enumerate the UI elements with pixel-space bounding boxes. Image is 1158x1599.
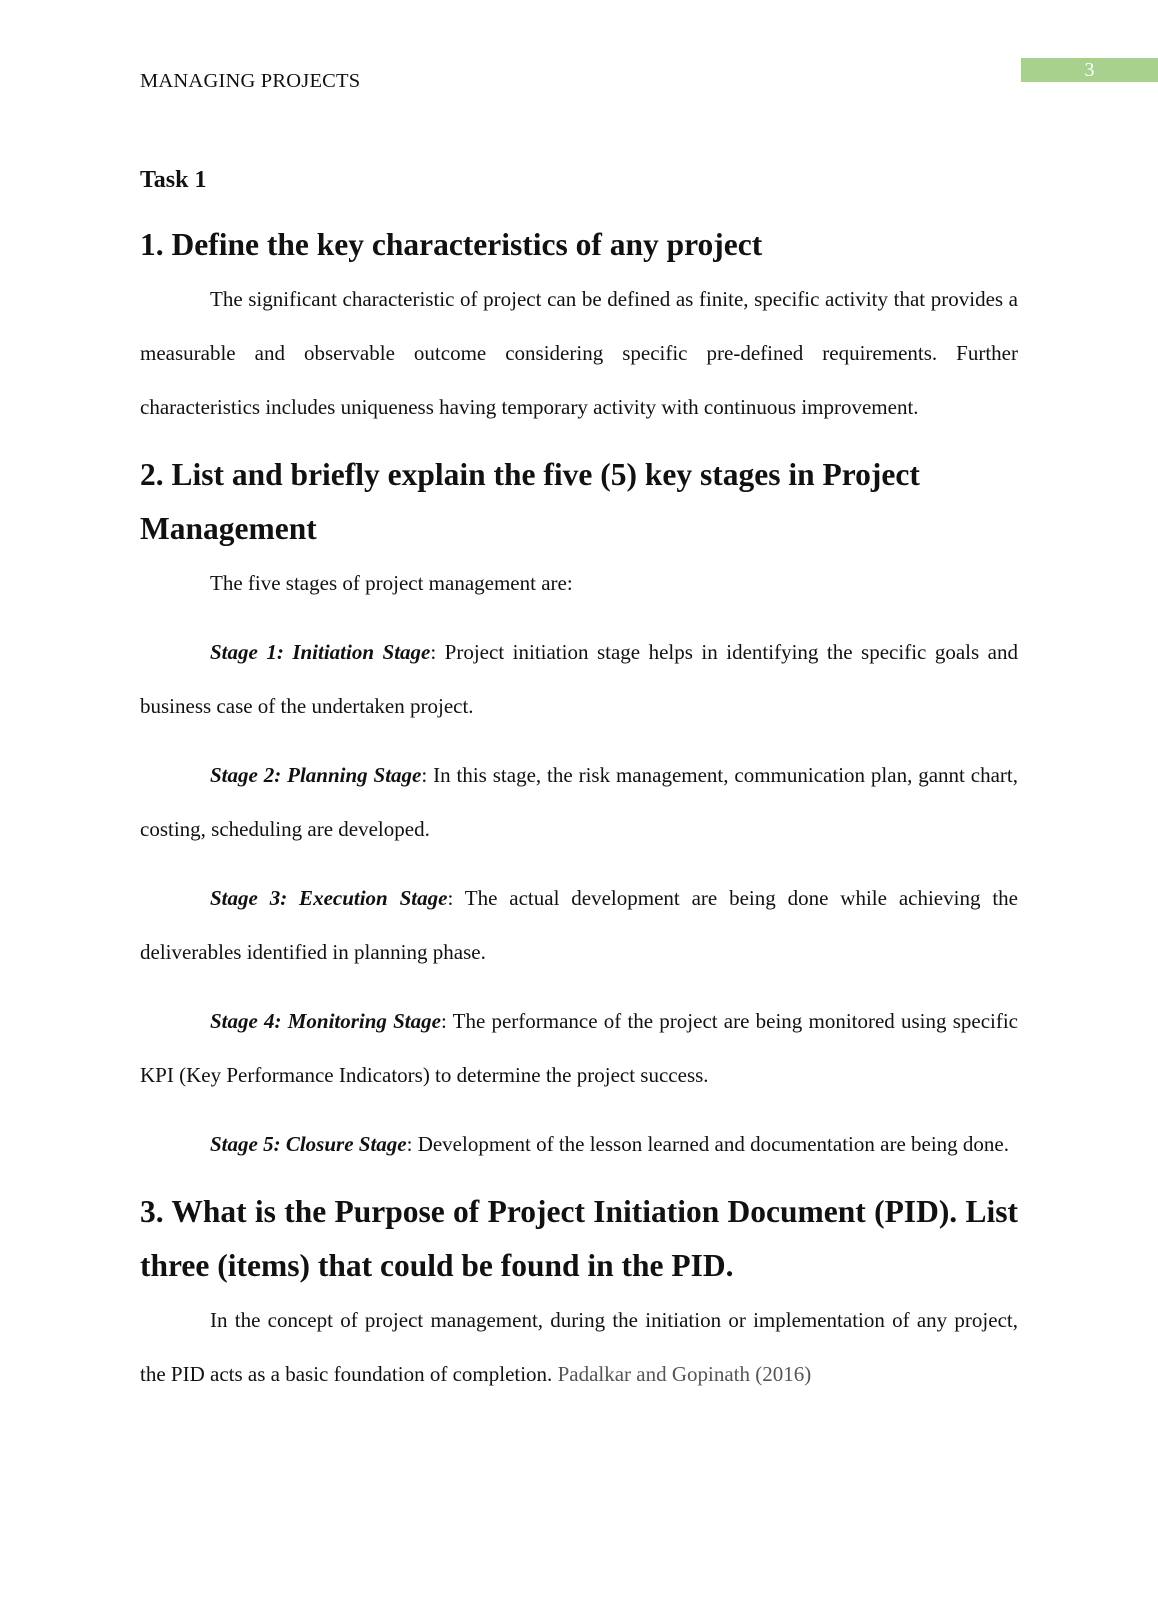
task-title: Task 1 — [140, 167, 207, 193]
stage-5-label: Stage 5: Closure Stage — [210, 1132, 407, 1156]
stage-2-label: Stage 2: Planning Stage — [210, 763, 422, 787]
stage-1-text: : Project initiation stage helps in identifying the specific goals and business case of the undertaken project. — [140, 640, 1018, 718]
stage-4-text: : The performance of the project are being monitored using specific KPI (Key Performance Indicators) to determine the project success. — [140, 1009, 1018, 1087]
question-3-paragraph — [140, 1293, 1018, 1401]
question-3-body: In the concept of project management, during the initiation or implementation of any project, the PID acts as a basic foundation of completion. — [140, 1308, 1018, 1386]
question-3-section — [140, 1185, 1018, 1401]
stage-1-label: Stage 1: Initiation Stage — [210, 640, 431, 664]
document-body — [140, 160, 1018, 1401]
page-number-badge: 3 — [1021, 58, 1158, 82]
stage-4-paragraph — [140, 994, 1018, 1102]
question-2-section — [140, 448, 1018, 1171]
stage-1-paragraph — [140, 625, 1018, 733]
question-1-paragraph: The significant characteristic of project can be defined as finite, specific activity that provides a measurable and observable outcome considering specific pre-defined requirements. Further characteristics includes uniqueness having temporary activity with continuous improvement. — [140, 287, 1018, 419]
question-2-intro: The five stages of project management are: — [210, 571, 573, 595]
stage-4-label: Stage 4: Monitoring Stage — [210, 1009, 441, 1033]
stage-2-paragraph — [140, 748, 1018, 856]
stage-5-paragraph — [140, 1117, 1018, 1171]
citation-link[interactable]: Padalkar and Gopinath (2016) — [557, 1362, 812, 1386]
stage-3-paragraph — [140, 871, 1018, 979]
stage-2-text: : In this stage, the risk management, communication plan, gannt chart, costing, scheduling are developed. — [140, 763, 1018, 841]
question-1-heading: 1. Define the key characteristics of any project — [140, 227, 763, 262]
stage-3-text: : The actual development are being done while achieving the deliverables identified in planning phase. — [140, 886, 1018, 964]
stage-5-text: : Development of the lesson learned and documentation are being done. — [406, 1132, 1009, 1156]
stage-3-label: Stage 3: Execution Stage — [210, 886, 448, 910]
question-1-section — [140, 218, 1018, 434]
question-3-heading: 3. What is the Purpose of Project Initiation Document (PID). List three (items) that could be found in the PID. — [140, 1194, 1018, 1283]
running-head: MANAGING PROJECTS — [140, 70, 361, 92]
question-2-heading: 2. List and briefly explain the five (5) key stages in Project Management — [140, 457, 920, 546]
